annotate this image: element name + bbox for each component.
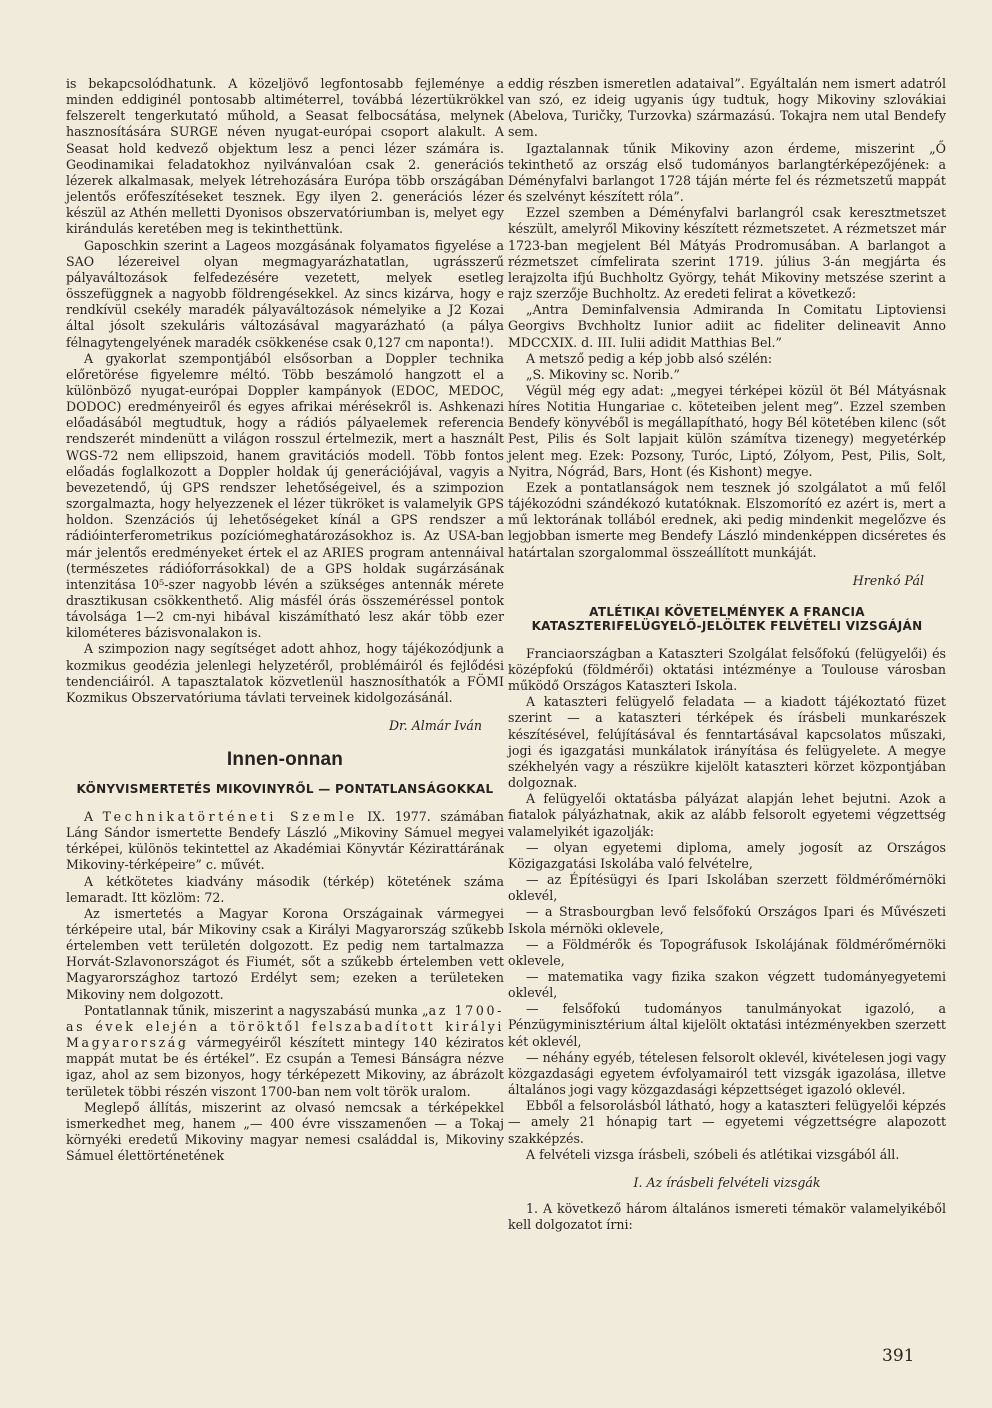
list-item: — a Strasbourgban levő felsőfokú Országos Ipari és Művészeti Iskola mérnöki oklevele,	[508, 904, 946, 936]
paragraph: A kataszteri felügyelő feladata — a kiadott tájékoztató füzet szerint — a kataszteri térképek és írásbeli munkarészek készítésével, felújításával és fenntartásával kapcsolatos műszaki, jogi és igazgatási munkálatok irányítása és felügyelete. A megye székhelyén vagy a részükre kijelölt kataszteri körzet központjában dolgoznak.	[508, 694, 946, 791]
right-column	[508, 76, 946, 1233]
text-fragment: IX. 1977. számában Láng Sándor ismertette Bendefy László „Mikoviny Sámuel megyei térképei, különös tekintettel az Akadémiai Könyvtár Kézirattárának Mikoviny-térképeire” c. művét.	[66, 808, 504, 873]
paragraph	[66, 1003, 504, 1100]
paragraph: eddig részben ismeretlen adataival”. Egyáltalán nem ismert adatról van szó, ez ideig ugyanis úgy tudtuk, hogy Mikoviny szlovákiai (Abelova, Turičky, Turzovka) származású. Tokajra nem utal Bendefy sem.	[508, 76, 946, 140]
page-number: 391	[882, 1346, 915, 1366]
paragraph: A metsző pedig a kép jobb alsó szélén:	[526, 350, 773, 366]
quotation: „Antra Deminfalvensia Admiranda In Comitatu Liptoviensi Georgivs Bvchholtz Iunior adiit ac fideliter delineavit Anno MDCCXIX. d. III. Iulii adidit Matthias Bel.”	[508, 302, 946, 350]
paragraph: Meglepő állítás, miszerint az olvasó nemcsak a térképekkel ismerkedhet meg, hanem „— 400 évre visszamenően — a Tokaj környéki eredetű Mikoviny magyar nemesi családdal is, Mikoviny Sámuel élettörténetének	[66, 1099, 504, 1164]
paragraph: A kétkötetes kiadvány második (térkép) kötetének száma lemaradt. Itt közlöm: 72.	[66, 873, 504, 905]
list-item: — néhány egyéb, tételesen felsorolt oklevél, kivételesen jogi vagy közgazdasági egyetem évfolyamairól tett vizsgák igazolása, illetve általános jogi vagy közgazdasági képzettséget igazoló oklevél.	[508, 1049, 946, 1098]
list-item: — olyan egyetemi diploma, amely jogosít az Országos Közigazgatási Iskolába való felvételre,	[508, 839, 946, 871]
left-column	[66, 76, 504, 1164]
paragraph	[66, 809, 504, 874]
list-item: — matematika vagy fizika szakon végzett tudományegyetemi oklevél,	[508, 968, 946, 1001]
paragraph: Gaposchkin szerint a Lageos mozgásának folyamatos figyelése a SAO lézereivel olyan megmagyarázhatatlan, ugrásszerű pályaváltozások felfedezésére vezetett, melyek esetleg összefüggnek a nagyobb földrengésekkel. Az sincs kizárva, hogy e rendkívül csekély maradék pályaváltozások némelyike a J2 Kozai által jósolt szekuláris változásával magyarázható (a pálya félnagytengelyének maradék csökkenése csak 0,127 cm naponta!).	[66, 237, 504, 350]
article-title: KÖNYVISMERTETÉS MIKOVINYRŐL — PONTATLANSÁGOKKAL	[76, 782, 494, 797]
article-title: ATLÉTIKAI KÖVETELMÉNYEK A FRANCIA KATASZTERIFELÜGYELŐ-JELÖLTEK FELVÉTELI VIZSGÁJÁN	[531, 604, 923, 634]
list-item: — felsőfokú tudományos tanulmányokat igazoló, a Pénzügyminisztérium által kijelölt oktatási intézményekben szerzett két oklevél,	[508, 1001, 946, 1049]
paragraph: 1. A következő három általános ismereti témakör valamelyikéből kell dolgozatot írni:	[508, 1201, 946, 1233]
paragraph: Igaztalannak tűnik Mikoviny azon érdeme, miszerint „Ő tekinthető az ország első tudományos barlangtérképezőjének: a Déményfalvi barlangot 1728 táján mérte fel és rézmetszetű mappát és szelvényt készített róla”.	[508, 140, 946, 205]
quotation: „S. Mikoviny sc. Norib.”	[526, 366, 680, 382]
section-title: Innen-onnan	[226, 749, 344, 771]
text-fragment: vármegyéiről készített mintegy 140 kéziratos mappát mutat be és értékel”. Ez csupán a Temesi Bánságra nézve igaz, ahol az sem bizonyos, hogy térképezett Mikoviny, az ábrázolt területek többi részén viszont 1700-ban nem volt török uralom.	[66, 1035, 504, 1099]
paragraph: A szimpozion nagy segítséget adott ahhoz, hogy tájékozódjunk a kozmikus geodézia jelenlegi helyzetéről, problémáiról és fejlődési tendenciáiról. A tapasztalatok közvetlenül hasznosíthatók a FÖMI Kozmikus Obszervatóriuma távlati terveinek kidolgozásánál.	[66, 641, 504, 705]
list-item: — a Földmérők és Topográfusok Iskolájának földmérőmérnöki oklevele,	[508, 936, 946, 968]
paragraph: is bekapcsolódhatunk. A közeljövő legfontosabb fejleménye a minden eddiginél pontosabb altiméterrel, továbbá lézertükrökkel felszerelt tengerkutató műhold, a Seasat felbocsátása, melynek hasznosítására SURGE néven nyugat-európai csoport alakult. A Seasat hold kedvező objektum lesz a penci lézer számára is. Geodinamikai feladatokhoz nyilvánvalóan csak 2. generációs lézerek alkalmasak, melyek létrehozására Európa több országában jelentős erőfeszítéseket tesznek. Egy ilyen 2. generációs lézer készül az Athén melletti Dyonisos obszervatóriumban is, melyet egy kirándulás keretében meg is tekinthettünk.	[66, 76, 504, 237]
paragraph: Végül még egy adat: „megyei térképei közül öt Bél Mátyásnak híres Notitia Hungariae c. köteteiben jelent meg”. Ezzel szemben Bendefy könyvéből is megállapítható, hogy Bél kötetében kilenc (sőt Pest, Pilis és Solt lapjait külön számítva tizenegy) megyetérkép jelent meg. Ezek: Pozsony, Turóc, Liptó, Zólyom, Pest, Pilis, Solt, Nyitra, Nógrád, Bars, Hont (és Kishont) megye.	[508, 382, 946, 479]
paragraph: Franciaországban a Kataszteri Szolgálat felsőfokú (felügyelői) és középfokú (földmérői) oktatási intézménye a Toulouse városban működő Országos Kataszteri Iskola.	[508, 645, 946, 694]
paragraph: Ebből a felsorolásból látható, hogy a kataszteri felügyelői képzés — amely 21 hónapig tart — egyetemi végzettségre alapozott szakképzés.	[508, 1098, 946, 1146]
quoted-text: az 1700-as évek elején a töröktől felszabadított királyi Magyarország	[66, 1002, 504, 1051]
text-fragment: Pontatlannak tűnik, miszerint a nagyszabású munka „	[84, 1002, 429, 1018]
paragraph: A felvételi vizsga írásbeli, szóbeli és atlétikai vizsgából áll.	[526, 1146, 900, 1162]
paragraph: A gyakorlat szempontjából elsősorban a Doppler technika előretörése figyelemre méltó. Több beszámoló hangzott el a különböző nyugat-európai Doppler kampányok (EDOC, MEDOC, DODOC) eredményeiről és egyes afrikai mérésekről is. Ashkenazi előadásából megtudtuk, hogy a rádiós pályaelemek referencia rendszerét mindenütt a világon rosszul értelmezik, mert a használt WGS-72 nem ellipszoid, hanem gravitációs modell. Több fontos előadás foglalkozott a Doppler holdak új generációjával, vagyis a bevezetendő, új GPS rendszer lehetőségeivel, és a szimpozion szorgalmazta, hogy helyezzenek el lézer tükröket is valamelyik GPS holdon. Szenzációs új lehetőségeket kínál a GPS rendszer a rádióinterferometrikus pozíciómeghatározásokhoz is. Az USA-ban már jelentős eredményeket értek el az ARIES program antennáival (természetes rádióforrásokkal) de a GPS holdak sugárzásának intenzitása 10⁵-szer nagyobb lévén a szükséges antennák mérete drasztikusan csökkenthető. Alig másfél órás összeméréssel pontok távolsága 1—2 cm-nyi hibával kiszámítható lesz akár több ezer kilométeres bázisvonalakon is.	[66, 350, 504, 641]
paragraph: Ezek a pontatlanságok nem tesznek jó szolgálatot a mű felől tájékozódni szándékozó kutatóknak. Elszomorító ez azért is, mert a mű lektorának tollából erednek, aki pedig mindenkit megelőzve és legjobban ismerte meg Bendefy László mindenképpen dicséretes és határtalan szorgalommal összeállított munkáját.	[508, 479, 946, 560]
paragraph: A felügyelői oktatásba pályázat alapján lehet bejutni. Azok a fiatalok pályázhatnak, akik az alább felsorolt egyetemi végzettség valamelyikét igazolják:	[508, 791, 946, 839]
text-fragment: A	[84, 808, 94, 824]
author-signature: Hrenkó Pál	[852, 572, 924, 588]
paragraph: Az ismertetés a Magyar Korona Országainak vármegyei térképeire utal, bár Mikoviny csak a Királyi Magyarország szűkebb értelemben vett területén dolgozott. Ez pedig nem tartalmazza Horvát-Szlavonországot és Fiumét, sőt a szűkebb értelemben vett Magyarországhoz tartozó Erdélyt sem; ezeken a területeken Mikoviny nem dolgozott.	[66, 905, 504, 1002]
paragraph: Ezzel szemben a Déményfalvi barlangról csak keresztmetszet készült, amelyről Mikoviny készített rézmetszetet. A rézmetszet már 1723-ban megjelent Bél Mátyás Prodromusában. A barlangot a rézmetszet címfelirata szerint 1719. július 3-án megjárta és lerajzolta ifjú Buchholtz György, tehát Mikoviny metszése szerint a rajz szerzője Buchholtz. Az eredeti felirat a következő:	[508, 205, 946, 302]
subheading: I. Az írásbeli felvételi vizsgák	[633, 1174, 821, 1190]
journal-name: Technikatörténeti Szemle	[102, 808, 358, 824]
list-item: — az Építésügyi és Ipari Iskolában szerzett földmérőmérnöki oklevél,	[508, 872, 946, 904]
author-signature: Dr. Almár Iván	[388, 718, 482, 734]
